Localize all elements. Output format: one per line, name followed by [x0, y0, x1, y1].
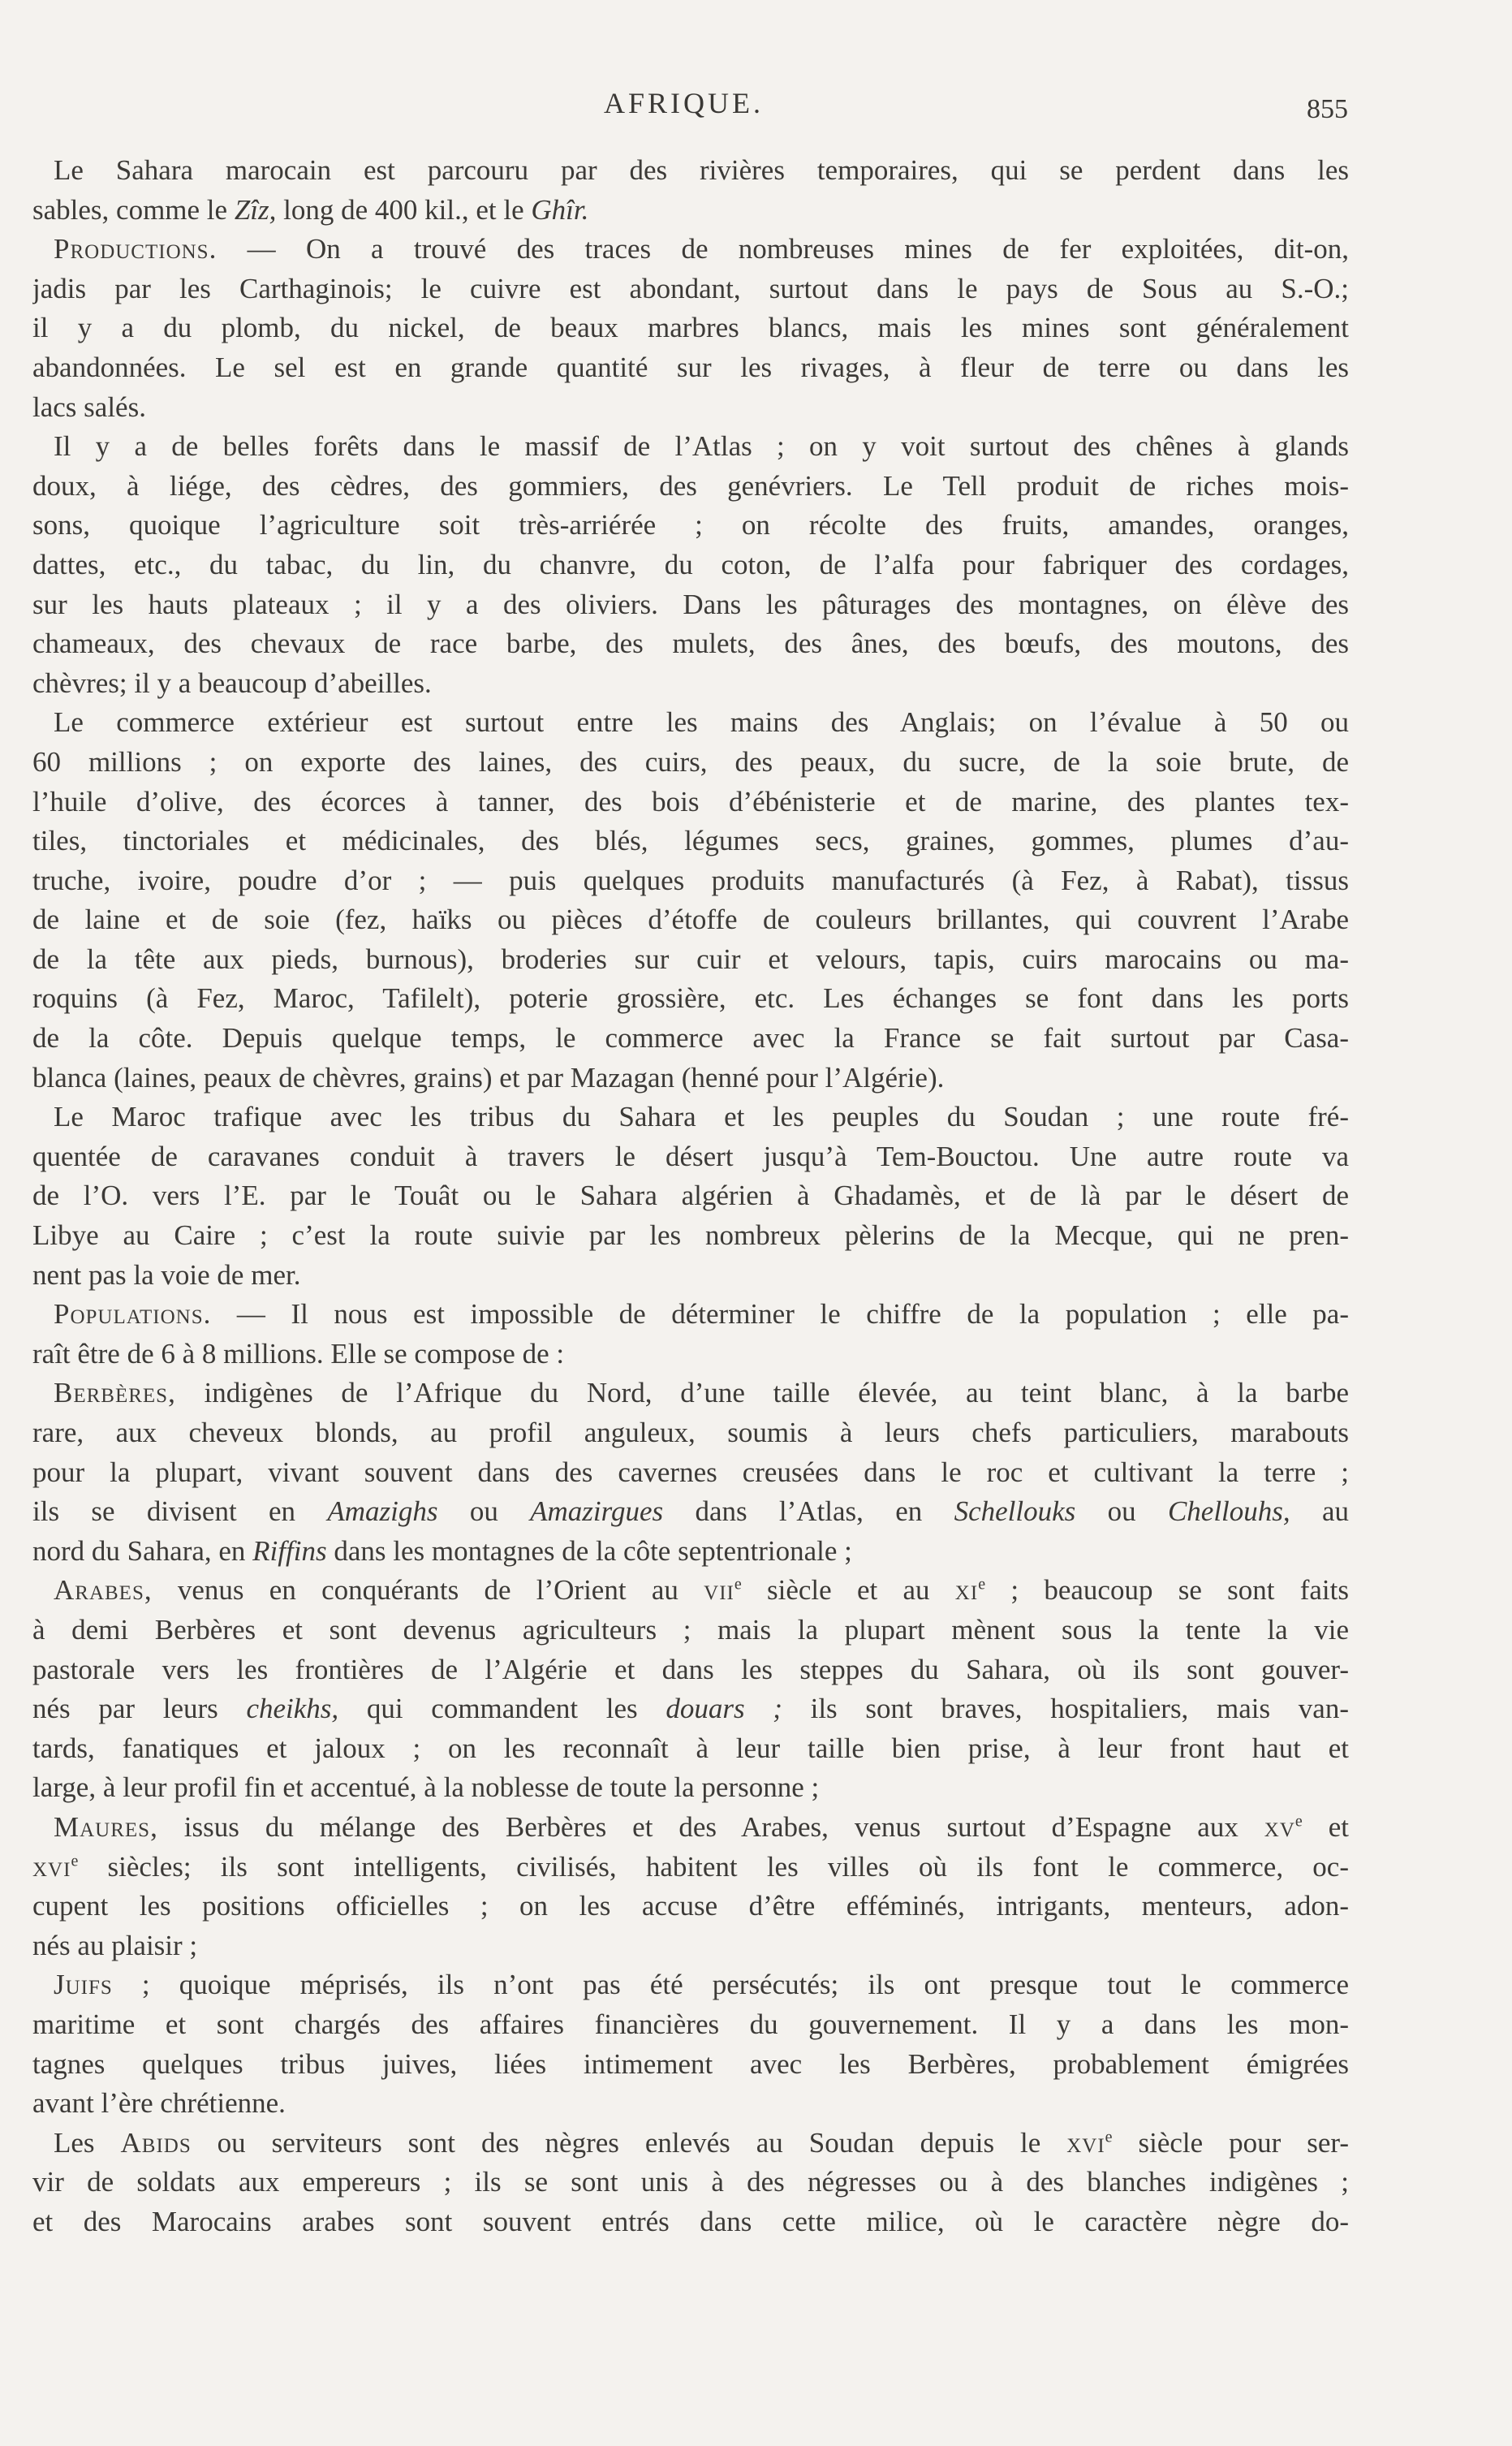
text-run: siècle et au [741, 1574, 955, 1607]
text-run: Les [54, 2126, 121, 2159]
text-run: jadis par les Carthaginois; le cuivre est abondant, surtout dans le pays de Sous au S.-O.; [32, 272, 1349, 304]
text-line [32, 703, 1349, 743]
text-line [32, 506, 1349, 546]
text-run: ils sont braves, hospitaliers, mais van- [782, 1693, 1349, 1725]
small-caps-term: Maures, [54, 1810, 158, 1843]
italic-term: Riffins [252, 1534, 327, 1567]
text-line [32, 1453, 1349, 1493]
text-line [32, 1532, 1349, 1572]
text-run: blanca (laines, peaux de chèvres, grains) et par Mazagan (henné pour l’Algérie). [32, 1061, 945, 1094]
text-line [32, 1256, 1349, 1296]
text-run: de la tête aux pieds, burnous), broderies sur cuir et velours, tapis, cuirs marocains ou ma- [32, 943, 1349, 975]
text-run: et [1302, 1810, 1349, 1843]
text-run: maritime et sont chargés des affaires financières du gouvernement. Il y a dans les mon- [32, 2008, 1349, 2040]
text-run: Libye au Caire ; c’est la route suivie par les nombreux pèlerins de la Mecque, qui ne pren- [32, 1219, 1349, 1252]
text-run: siècle pour ser- [1112, 2126, 1349, 2159]
text-run: tagnes quelques tribus juives, liées intimement avec les Berbères, probablement émigrées [32, 2047, 1349, 2080]
running-title: AFRIQUE. [604, 87, 765, 119]
text-line [32, 1650, 1349, 1690]
text-run: nés par leurs [32, 1693, 247, 1725]
text-run: pastorale vers les frontières de l’Algérie et dans les steppes du Sahara, où ils sont gouver- [32, 1653, 1349, 1685]
text-line [32, 467, 1349, 507]
text-run: pour la plupart, vivant souvent dans des cavernes creusées dans le roc et cultivant la terre ; [32, 1456, 1349, 1488]
text-line [32, 388, 1349, 428]
text-run: avant l’ère chrétienne. [32, 2087, 286, 2120]
superscript: e [71, 1851, 79, 1870]
small-caps-term: xvi [1066, 2126, 1105, 2159]
small-caps-term: Juifs [54, 1969, 113, 2001]
text-run: nord du Sahara, en [32, 1534, 253, 1567]
text-run: Le Sahara marocain est parcouru par des rivières temporaires, qui se perdent dans les [54, 154, 1349, 186]
text-line [32, 2163, 1349, 2202]
text-run: dattes, etc., du tabac, du lin, du chanvre, du coton, de l’alfa pour fabriquer des cordages, [32, 548, 1349, 580]
text-line [32, 1729, 1349, 1769]
italic-term: Schellouks [954, 1495, 1076, 1528]
text-run: siècles; ils sont intelligents, civilisés, habitent les villes où ils font le commerce, oc- [78, 1850, 1349, 1883]
text-line [32, 1808, 1349, 1848]
text-line [32, 1965, 1349, 2005]
text-run: sables, comme le [32, 193, 235, 226]
text-run: lacs salés. [32, 390, 146, 423]
text-line [32, 1848, 1349, 1887]
text-line [32, 1413, 1349, 1453]
text-line [32, 1374, 1349, 1413]
text-run: de laine et de soie (fez, haïks ou pièces d’étoffe de couleurs brillantes, qui couvrent l’Arabe [32, 904, 1349, 936]
text-line [32, 2045, 1349, 2085]
text-line [32, 624, 1349, 664]
text-run: qui commandent les [338, 1693, 666, 1725]
text-run: il y a du plomb, du nickel, de beaux marbres blancs, mais les mines sont généralement [32, 312, 1349, 344]
text-line [32, 861, 1349, 901]
text-run: nent pas la voie de mer. [32, 1258, 301, 1291]
text-run: ; beaucoup se sont faits [985, 1574, 1349, 1607]
text-run: tards, fanatiques et jaloux ; on les reconnaît à leur taille bien prise, à leur front haut et [32, 1732, 1349, 1764]
text-line [32, 1137, 1349, 1177]
small-caps-term: vii [704, 1574, 734, 1607]
text-line [32, 308, 1349, 348]
text-run: issus du mélange des Berbères et des Arabes, venus surtout d’Espagne aux [157, 1810, 1264, 1843]
small-caps-term: xi [954, 1574, 979, 1607]
small-caps-term: Populations. [54, 1298, 212, 1331]
superscript: e [978, 1575, 986, 1594]
italic-term: Chellouhs, [1167, 1495, 1290, 1528]
small-caps-term: xvi [32, 1850, 71, 1883]
text-run: rare, aux cheveux blonds, au profil anguleux, soumis à leurs chefs particuliers, marabouts [32, 1417, 1349, 1448]
text-line [32, 1216, 1349, 1256]
text-line [32, 743, 1349, 783]
superscript: e [1294, 1812, 1303, 1831]
text-line [32, 2005, 1349, 2045]
text-line [32, 664, 1349, 704]
text-run: chèvres; il y a beaucoup d’abeilles. [32, 667, 432, 699]
text-run: raît être de 6 à 8 millions. Elle se compose de : [32, 1337, 565, 1370]
text-line [32, 2124, 1349, 2163]
text-run: truche, ivoire, poudre d’or ; — puis quelques produits manufacturés (à Fez, à Rabat), tissus [32, 864, 1349, 896]
text-run: 60 millions ; on exporte des laines, des cuirs, des peaux, du sucre, de la soie brute, de [32, 745, 1349, 778]
text-line [32, 979, 1349, 1019]
text-line [32, 546, 1349, 585]
text-line [32, 1059, 1349, 1098]
text-run: — Il nous est impossible de déterminer le chiffre de la population ; elle pa- [211, 1298, 1349, 1331]
text-line [32, 585, 1349, 625]
text-line [32, 191, 1349, 231]
italic-term: douars ; [666, 1693, 782, 1725]
text-run: ou [1075, 1495, 1168, 1528]
text-run: chameaux, des chevaux de race barbe, des mulets, des ânes, des bœufs, des moutons, des [32, 628, 1349, 660]
small-caps-term: Productions. [54, 233, 218, 265]
italic-term: Amazirgues [530, 1495, 664, 1528]
text-line [32, 1176, 1349, 1216]
text-run: sons, quoique l’agriculture soit très-arriérée ; on récolte des fruits, amandes, oranges, [32, 509, 1349, 541]
text-line [32, 1492, 1349, 1532]
text-run: sur les hauts plateaux ; il y a des oliviers. Dans les pâturages des montagnes, on élève des [32, 588, 1349, 620]
text-run: long de 400 kil., et le [276, 193, 532, 226]
text-run: large, à leur profil fin et accentué, à la noblesse de toute la personne ; [32, 1771, 820, 1804]
text-run: abandonnées. Le sel est en grande quantité sur les rivages, à fleur de terre ou dans les [32, 351, 1349, 383]
text-line [32, 1295, 1349, 1335]
page-number: 855 [1307, 94, 1348, 124]
italic-term: Zîz, [234, 193, 277, 226]
text-line [32, 940, 1349, 980]
text-run: l’huile d’olive, des écorces à tanner, des bois d’ébénisterie et de marine, des plantes tex- [32, 785, 1349, 817]
body-text [32, 151, 1349, 2241]
text-line [32, 1098, 1349, 1137]
text-run: ou [437, 1495, 531, 1528]
text-line [32, 2084, 1349, 2124]
text-run: venus en conquérants de l’Orient au [152, 1574, 704, 1607]
text-line [32, 900, 1349, 940]
text-line [32, 1571, 1349, 1611]
text-line [32, 2202, 1349, 2242]
small-caps-term: Berbères, [54, 1377, 176, 1409]
text-run: nés au plaisir ; [32, 1929, 198, 1961]
text-line [32, 1689, 1349, 1729]
italic-term: Ghîr. [531, 193, 589, 226]
text-line [32, 783, 1349, 822]
text-run: quentée de caravanes conduit à travers le désert jusqu’à Tem-Bouctou. Une autre route va [32, 1140, 1349, 1172]
text-line [32, 822, 1349, 861]
text-line [32, 1768, 1349, 1808]
text-run: au [1290, 1495, 1349, 1528]
small-caps-term: Arabes, [54, 1574, 153, 1607]
text-line [32, 270, 1349, 309]
text-line [32, 348, 1349, 388]
text-run: ils se divisent en [32, 1495, 328, 1528]
text-run: Le commerce extérieur est surtout entre les mains des Anglais; on l’évalue à 50 ou [54, 706, 1349, 739]
text-run: de l’O. vers l’E. par le Touât ou le Sahara algérien à Ghadamès, et de là par le désert de [32, 1180, 1349, 1212]
text-line [32, 1926, 1349, 1966]
text-line [32, 1887, 1349, 1926]
superscript: e [734, 1575, 742, 1594]
text-run: cupent les positions officielles ; on les accuse d’être efféminés, intrigants, menteurs, adon- [32, 1890, 1349, 1922]
text-run: dans les montagnes de la côte septentrionale ; [326, 1534, 852, 1567]
text-run: ou serviteurs sont des nègres enlevés au Soudan depuis le [191, 2126, 1067, 2159]
text-run: tiles, tinctoriales et médicinales, des blés, légumes secs, graines, gommes, plumes d’au- [32, 825, 1349, 857]
text-run: roquins (à Fez, Maroc, Tafilelt), poterie grossière, etc. Les échanges se font dans les ports [32, 982, 1349, 1015]
text-run: doux, à liége, des cèdres, des gommiers, des genévriers. Le Tell produit de riches mois- [32, 469, 1349, 502]
text-run: et des Marocains arabes sont souvent entrés dans cette milice, où le caractère nègre do- [32, 2205, 1349, 2237]
text-run: vir de soldats aux empereurs ; ils se sont unis à des négresses ou à des blanches indigènes ; [32, 2166, 1349, 2198]
text-run: Il y a de belles forêts dans le massif de l’Atlas ; on y voit surtout des chênes à glands [54, 430, 1349, 463]
text-line [32, 151, 1349, 191]
text-run: dans l’Atlas, en [663, 1495, 954, 1528]
text-run: — On a trouvé des traces de nombreuses mines de fer exploitées, dit-on, [217, 233, 1349, 265]
text-line [32, 230, 1349, 270]
small-caps-term: xv [1264, 1810, 1295, 1843]
text-line [32, 1019, 1349, 1059]
text-line [32, 1611, 1349, 1650]
small-caps-term: Abids [120, 2126, 192, 2159]
italic-term: Amazighs [327, 1495, 438, 1528]
text-run: à demi Berbères et sont devenus agriculteurs ; mais la plupart mènent sous la tente la vie [32, 1613, 1349, 1646]
italic-term: cheikhs, [246, 1693, 339, 1725]
text-line [32, 427, 1349, 467]
text-run: ; quoique méprisés, ils n’ont pas été persécutés; ils ont presque tout le commerce [112, 1969, 1349, 2001]
text-run: de la côte. Depuis quelque temps, le commerce avec la France se fait surtout par Casa- [32, 1022, 1349, 1055]
text-line [32, 1335, 1349, 1374]
text-run: indigènes de l’Afrique du Nord, d’une taille élevée, au teint blanc, à la barbe [175, 1377, 1349, 1409]
text-run: Le Maroc trafique avec les tribus du Sahara et les peuples du Soudan ; une route fré- [54, 1101, 1349, 1133]
superscript: e [1105, 2128, 1113, 2146]
